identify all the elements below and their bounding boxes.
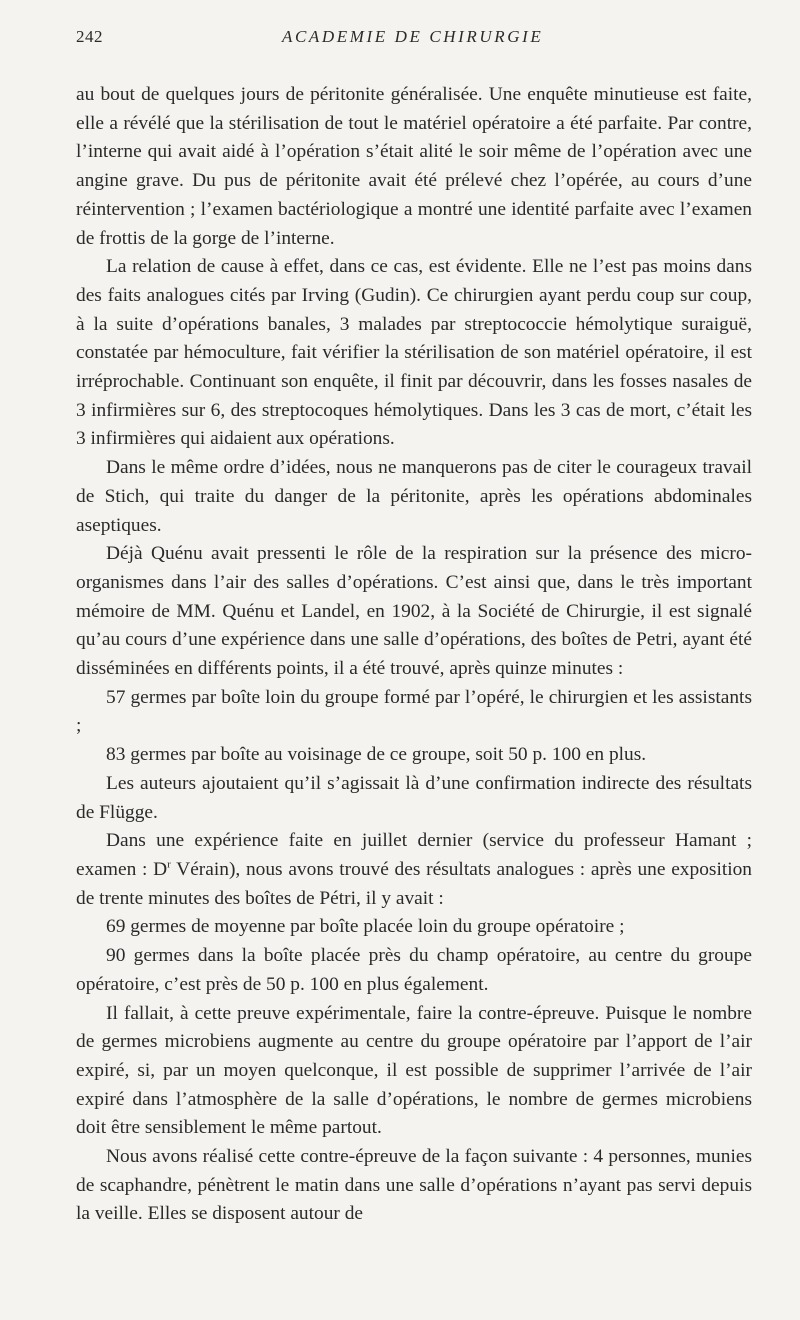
paragraph-scaphandre: Nous avons réalisé cette contre-épreuve de la façon suivante : 4 personnes, munies de scaphandre, pénètrent le matin dans une salle d’opérations n’ayant pas servi depuis la veille. Elles se disposent autour de <box>76 1146 752 1225</box>
running-head <box>76 27 752 57</box>
hamant-text-end: Vérain), nous avons trouvé des résultats analogues : après une exposition de trente minutes des boîtes de Pétri, il y avait : <box>76 858 752 909</box>
paragraph-continuation: au bout de quelques jours de péritonite généralisée. Une enquête minutieuse est faite, elle a révélé que la stérilisation de tout le matériel opératoire a été parfaite. Par contre, l’interne qui avait aidé à l’opération s’était alité le soir même de l’opération avec une angine grave. Du pus de péritonite avait été prélevé chez l’opérée, au cours d’une réintervention ; l’examen bactériologique a montré une identité parfaite avec l’examen de frottis de la gorge de l’interne. <box>76 84 752 249</box>
paragraph-irving-case: La relation de cause à effet, dans ce cas, est évidente. Elle ne l’est pas moins dans des faits analogues cités par Irving (Gudin). Ce chirurgien ayant perdu coup sur coup, à la suite d’opérations banales, 3 malades par streptococcie hémolytique suraiguë, constatée par hémoculture, fait vérifier la stérilisation de son matériel opératoire, il est irréprochable. Continuant son enquête, il finit par découvrir, dans les fosses nasales de 3 infirmières sur 6, des streptocoques hémolytiques. Dans les 3 cas de mort, c’était les 3 infirmières qui aidaient aux opérations. <box>76 256 752 450</box>
paragraph-quenu: Déjà Quénu avait pressenti le rôle de la respiration sur la présence des micro-organismes dans l’air des salles d’opérations. C’est ainsi que, dans le très important mémoire de MM. Quénu et Landel, en 1902, à la Société de Chirurgie, il est signalé qu’au cours d’une expérience dans une salle d’opérations, des boîtes de Petri, ayant été disséminées en différents points, il a été trouvé, après quinze minutes : <box>76 543 752 680</box>
paragraph-contre-epreuve: Il fallait, à cette preuve expérimentale, faire la contre-épreuve. Puisque le nombre de germes microbiens augmente au centre du groupe opératoire par l’apport de l’air expiré, si, par un moyen quelconque, il est possible de supprimer l’arrivée de l’air expiré dans l’atmosphère de la salle d’opérations, le nombre de germes microbiens doit être sensiblement le même partout. <box>76 1002 752 1139</box>
paragraph-hamant-experience <box>76 827 752 913</box>
journal-title: ACADEMIE DE CHIRURGIE <box>282 27 544 46</box>
doctor-abbrev-superscript: r <box>167 858 171 871</box>
hamant-text-start: Dans une expérience faite en juillet dernier (service du professeur Hamant ; examen : D <box>76 830 752 880</box>
paragraph-stich: Dans le même ordre d’idées, nous ne manquerons pas de citer le courageux travail de Stich, qui traite du danger de la péritonite, après les opérations abdominales aseptiques. <box>76 457 752 536</box>
paragraph-83-germes: 83 germes par boîte au voisinage de ce groupe, soit 50 p. 100 en plus. <box>106 744 647 766</box>
paragraph-flugge: Les auteurs ajoutaient qu’il s’agissait là d’une confirmation indirecte des résultats de Flügge. <box>76 772 752 823</box>
page-number: 242 <box>76 27 103 46</box>
paragraph-57-germes: 57 germes par boîte loin du groupe formé par l’opéré, le chirurgien et les assistants ; <box>76 686 752 737</box>
paragraph-69-germes: 69 germes de moyenne par boîte placée loin du groupe opératoire ; <box>106 916 625 938</box>
paragraph-90-germes: 90 germes dans la boîte placée près du champ opératoire, au centre du groupe opératoire, c’est près de 50 p. 100 en plus également. <box>76 945 752 995</box>
body-text <box>76 81 752 1229</box>
